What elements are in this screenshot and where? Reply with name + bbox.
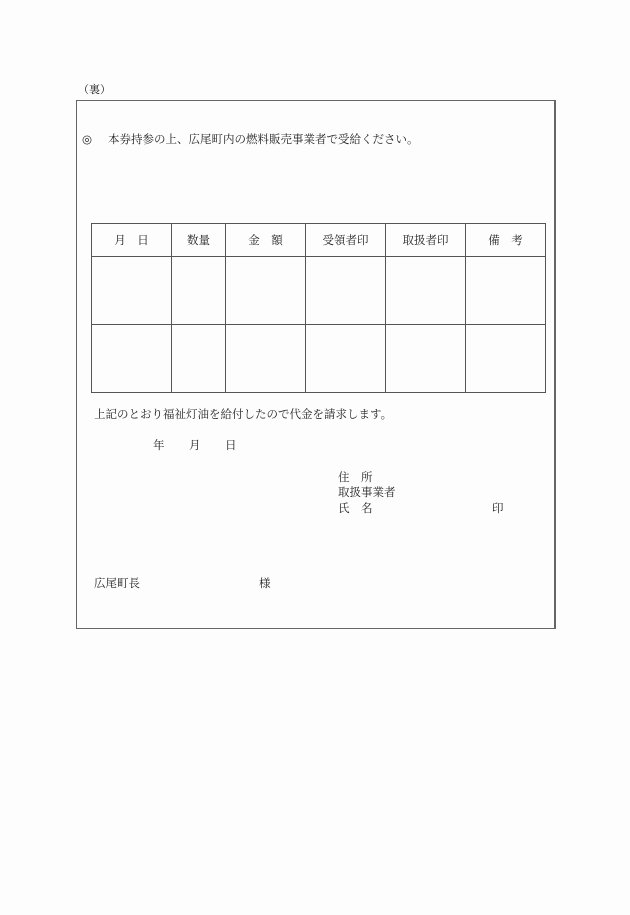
table-row xyxy=(92,257,546,325)
column-header-quantity: 数量 xyxy=(172,224,226,257)
table-row xyxy=(92,325,546,393)
cell-remarks[interactable] xyxy=(466,325,546,393)
address-label: 住 所 xyxy=(338,470,373,484)
cell-quantity[interactable] xyxy=(172,257,226,325)
declaration-text: 上記のとおり福祉灯油を給付したので代金を請求します。 xyxy=(94,407,393,421)
cell-handler-seal[interactable] xyxy=(386,325,466,393)
column-header-remarks: 備 考 xyxy=(466,224,546,257)
recipient-name: 広尾町長 xyxy=(94,576,140,590)
column-header-recipient-seal: 受領者印 xyxy=(306,224,386,257)
name-label: 氏 名 xyxy=(338,501,373,515)
date-month-label: 月 xyxy=(189,438,201,452)
table-header-row xyxy=(92,224,546,257)
double-circle-mark: ◎ xyxy=(82,132,93,146)
cell-recipient-seal[interactable] xyxy=(306,257,386,325)
seal-label: 印 xyxy=(492,501,504,515)
column-header-date: 月 日 xyxy=(92,224,172,257)
date-day-label: 日 xyxy=(225,438,237,452)
notice-text: 本券持参の上、広尾町内の燃料販売事業者で受給ください。 xyxy=(108,132,419,146)
cell-amount[interactable] xyxy=(226,257,306,325)
side-label: （裏） xyxy=(78,83,111,96)
column-header-handler-seal: 取扱者印 xyxy=(386,224,466,257)
cell-remarks[interactable] xyxy=(466,257,546,325)
notice-line xyxy=(82,134,419,146)
date-year-label: 年 xyxy=(153,438,165,452)
cell-handler-seal[interactable] xyxy=(386,257,466,325)
column-header-amount: 金 額 xyxy=(226,224,306,257)
cell-recipient-seal[interactable] xyxy=(306,325,386,393)
cell-amount[interactable] xyxy=(226,325,306,393)
recipient-honorific: 様 xyxy=(259,576,271,590)
business-label: 取扱事業者 xyxy=(338,485,396,499)
cell-date[interactable] xyxy=(92,257,172,325)
cell-date[interactable] xyxy=(92,325,172,393)
ledger-table xyxy=(91,223,546,393)
cell-quantity[interactable] xyxy=(172,325,226,393)
